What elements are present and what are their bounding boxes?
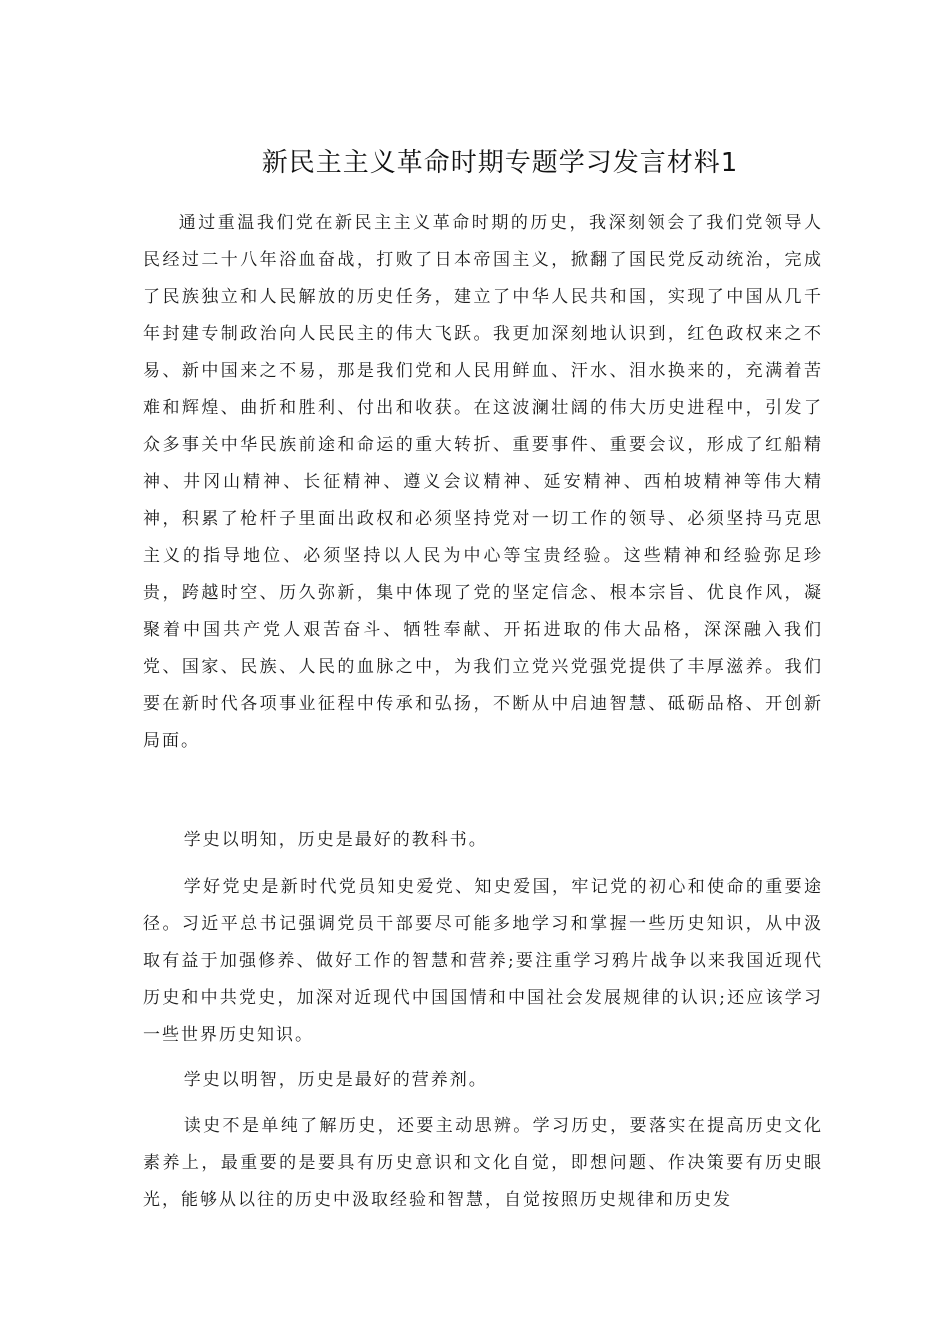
- paragraph-intro: 通过重温我们党在新民主主义革命时期的历史，我深刻领会了我们党领导人民经过二十八年浴血奋战，打败了日本帝国主义，掀翻了国民党反动统治，完成了民族独立和人民解放的历史任务，建立了中华人民共和国，实现了中国从几千年封建专制政治向人民民主的伟大飞跃。我更加深刻地认识到，红色政权来之不易、新中国来之不易，那是我们党和人民用鲜血、汗水、泪水换来的，充满着苦难和辉煌、曲折和胜利、付出和收获。在这波澜壮阔的伟大历史进程中，引发了众多事关中华民族前途和命运的重大转折、重要事件、重要会议，形成了红船精神、井冈山精神、长征精神、遵义会议精神、延安精神、西柏坡精神等伟大精神，积累了枪杆子里面出政权和必须坚持党对一切工作的领导、必须坚持马克思主义的指导地位、必须坚持以人民为中心等宝贵经验。这些精神和经验弥足珍贵，跨越时空、历久弥新，集中体现了党的坚定信念、根本宗旨、优良作风，凝聚着中国共产党人艰苦奋斗、牺牲奉献、开拓进取的伟大品格，深深融入我们党、国家、民族、人民的血脉之中，为我们立党兴党强党提供了丰厚滋养。我们要在新时代各项事业征程中传承和弘扬，不断从中启迪智慧、砥砺品格、开创新局面。: [143, 213, 823, 751]
- paragraph-party-history-importance: 学好党史是新时代党员知史爱党、知史爱国，牢记党的初心和使命的重要途径。习近平总书记强调党员干部要尽可能多地学习和掌握一些历史知识，从中汲取有益于加强修养、做好工作的智慧和营养;要注重学习鸦片战争以来我国近现代历史和中共党史，加深对近现代中国国情和中国社会发展规律的认识;还应该学习一些世界历史知识。: [143, 877, 823, 1045]
- document-title: 新民主主义革命时期专题学习发言材料1: [261, 148, 739, 178]
- paragraph-reading-history: 读史不是单纯了解历史，还要主动思辨。学习历史，要落实在提高历史文化素养上，最重要的是要具有历史意识和文化自觉，即想问题、作决策要有历史眼光，能够从以往的历史中汲取经验和智慧，自觉按照历史规律和历史发: [143, 1116, 823, 1210]
- section-heading-learn-history-knowledge: 学史以明知，历史是最好的教科书。: [183, 830, 488, 850]
- section-heading-learn-history-wisdom: 学史以明智，历史是最好的营养剂。: [183, 1070, 488, 1090]
